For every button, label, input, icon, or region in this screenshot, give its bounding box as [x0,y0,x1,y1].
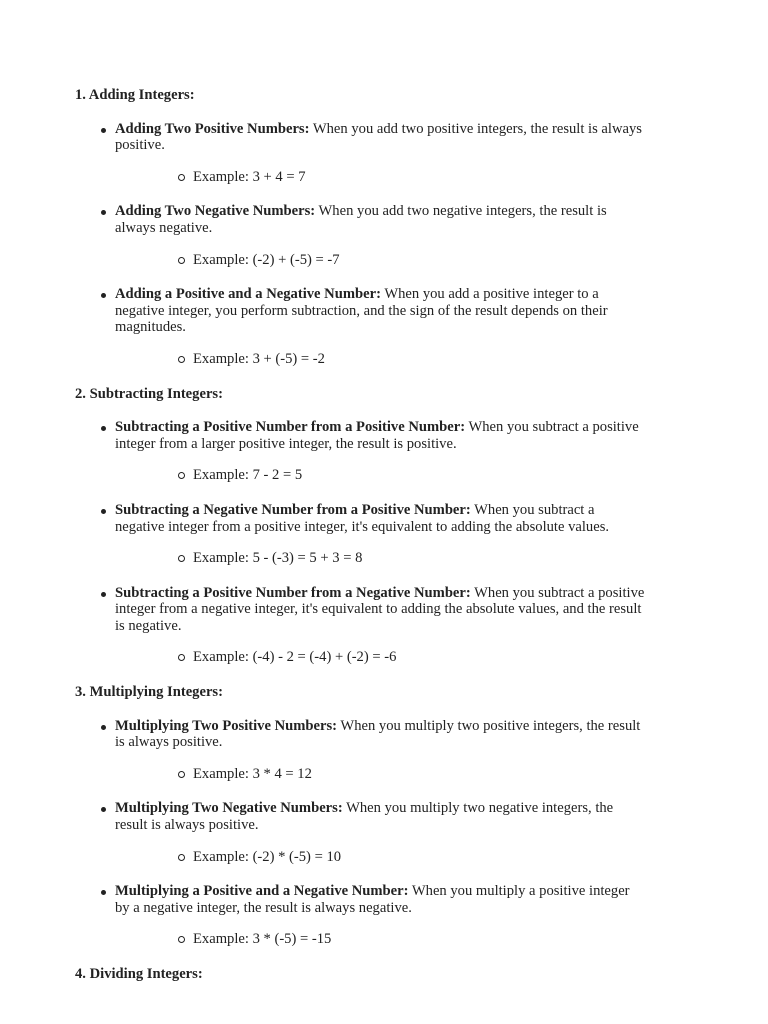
item-text [115,800,645,833]
bullet-list [75,121,675,368]
example-item: Example: 3 * 4 = 12 [115,766,645,783]
item-text [115,883,645,916]
section [75,87,675,368]
section-heading: 2. Subtracting Integers: [75,385,223,402]
section [75,386,675,667]
item-term: Adding Two Positive Numbers: [115,120,310,137]
example-item: Example: (-2) * (-5) = 10 [115,849,645,866]
item-term: Multiplying Two Negative Numbers: [115,800,343,817]
example-item: Example: 5 - (-3) = 5 + 3 = 8 [115,550,645,567]
section [75,684,675,948]
item-description: When you subtract a positive integer from a negative integer, it's equivalent to adding the absolute values, and the result is negative. [115,584,645,634]
item-text [115,121,645,154]
item-text [115,286,645,336]
section-heading: 4. Dividing Integers: [75,966,203,982]
example-item: Example: (-2) + (-5) = -7 [115,252,645,269]
item-description: When you multiply two positive integers, the result is always positive. [115,717,641,751]
item-description: When you add a positive integer to a negative integer, you perform subtraction, and the sign of the result depends on their magnitudes. [115,286,608,336]
item-description: When you add two positive integers, the result is always positive. [115,120,642,154]
list-item [75,419,645,484]
item-term: Multiplying Two Positive Numbers: [115,717,338,734]
list-item [75,585,645,666]
item-text [115,203,645,236]
item-term: Subtracting a Positive Number from a Positive Number: [115,419,466,436]
list-item [75,203,645,268]
section-heading: 3. Multiplying Integers: [75,684,223,701]
bullet-list [75,419,675,666]
item-text [115,718,645,751]
item-description: When you multiply a positive integer by a negative integer, the result is always negative. [115,883,630,916]
item-term: Subtracting a Negative Number from a Positive Number: [115,501,471,518]
bullet-list [75,718,675,948]
item-term: Multiplying a Positive and a Negative Number: [115,883,409,900]
item-text [115,585,645,635]
item-description: When you subtract a positive integer from a larger positive integer, the result is positive. [115,419,639,452]
item-term: Adding a Positive and a Negative Number: [115,286,381,303]
item-term: Adding Two Negative Numbers: [115,203,316,220]
list-item [75,121,645,186]
example-item: Example: 7 - 2 = 5 [115,467,645,484]
document-body [75,87,675,1000]
item-description: When you add two negative integers, the result is always negative. [115,203,607,236]
example-item: Example: 3 + 4 = 7 [115,169,645,186]
list-item [75,502,645,567]
example-item: Example: 3 * (-5) = -15 [115,931,645,948]
item-description: When you subtract a negative integer from a positive integer, it's equivalent to adding the absolute values. [115,501,610,535]
list-item [75,800,645,865]
example-item: Example: 3 + (-5) = -2 [115,351,645,368]
example-item: Example: (-4) - 2 = (-4) + (-2) = -6 [115,649,645,666]
list-item [75,718,645,783]
list-item [75,883,645,948]
section [75,966,675,983]
section-heading: 1. Adding Integers: [75,87,195,103]
item-description: When you multiply two negative integers, the result is always positive. [115,800,614,834]
list-item [75,286,645,367]
item-text [115,419,645,452]
item-term: Subtracting a Positive Number from a Negative Number: [115,584,471,601]
item-text [115,502,645,535]
